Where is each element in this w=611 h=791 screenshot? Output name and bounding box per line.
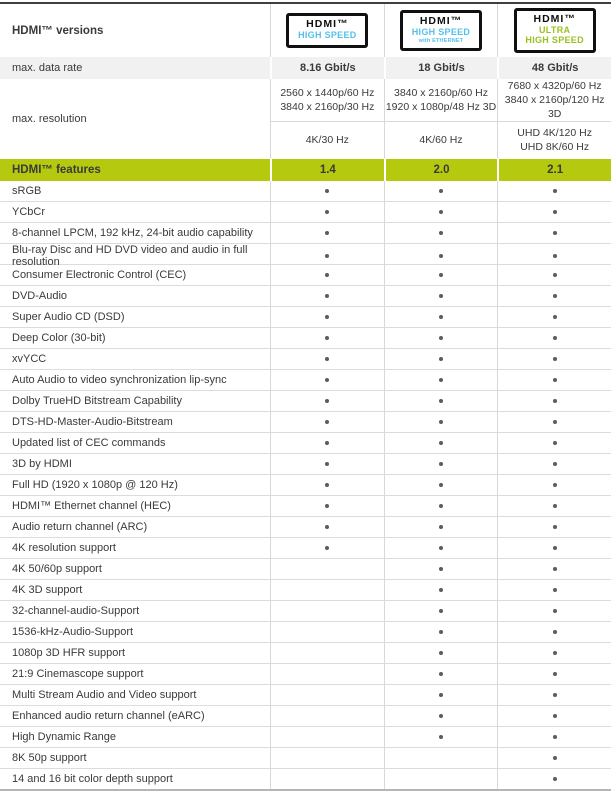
support-cell: [384, 454, 498, 474]
feature-row: [0, 517, 611, 538]
resolution-rows: [0, 79, 611, 158]
support-dot: [439, 588, 443, 592]
support-cell: [497, 748, 611, 768]
support-cell: [270, 706, 384, 726]
support-cell: [270, 328, 384, 348]
features-list: [0, 181, 611, 791]
badge-line-text: HIGH SPEED: [525, 34, 584, 45]
support-cell: [270, 769, 384, 789]
support-cell: [497, 286, 611, 306]
support-dot: [325, 189, 329, 193]
support-cell: [384, 370, 498, 390]
support-dot: [439, 483, 443, 487]
support-cell: [270, 748, 384, 768]
support-cell: [270, 622, 384, 642]
feature-label: DVD-Audio: [12, 290, 68, 302]
feature-row: [0, 601, 611, 622]
support-dot: [439, 609, 443, 613]
support-cell: [497, 727, 611, 747]
support-cell: [384, 748, 498, 768]
support-dot: [553, 651, 557, 655]
support-dot: [439, 254, 443, 258]
support-dot: [553, 693, 557, 697]
support-dot: [439, 567, 443, 571]
support-cell: [384, 286, 498, 306]
support-dot: [439, 336, 443, 340]
support-cell: [384, 517, 498, 537]
feature-row: [0, 328, 611, 349]
support-dot: [325, 254, 329, 258]
support-cell: [384, 622, 498, 642]
data-rate-row: [0, 57, 611, 79]
feature-label: DTS-HD-Master-Audio-Bitstream: [12, 416, 173, 428]
data-rate-value-2-0: 18 Gbit/s: [384, 57, 498, 79]
support-cell: [270, 202, 384, 222]
support-dot: [553, 273, 557, 277]
support-cell: [384, 580, 498, 600]
feature-label: Super Audio CD (DSD): [12, 311, 125, 323]
support-cell: [270, 307, 384, 327]
support-cell: [497, 391, 611, 411]
support-dot: [439, 231, 443, 235]
support-cell: [497, 580, 611, 600]
support-dot: [553, 714, 557, 718]
feature-label: HDMI™ Ethernet channel (HEC): [12, 500, 171, 512]
support-dot: [439, 525, 443, 529]
support-cell: [384, 433, 498, 453]
feature-row: [0, 433, 611, 454]
support-dot: [439, 189, 443, 193]
feature-label: Consumer Electronic Control (CEC): [12, 269, 187, 281]
feature-row: [0, 769, 611, 791]
support-cell: [497, 412, 611, 432]
feature-label: 14 and 16 bit color depth support: [12, 773, 173, 785]
support-dot: [553, 336, 557, 340]
support-cell: [270, 538, 384, 558]
support-dot: [553, 609, 557, 613]
feature-label: Blu-ray Disc and HD DVD video and audio in full resolution: [12, 244, 248, 268]
support-dot: [553, 189, 557, 193]
feature-row: [0, 370, 611, 391]
support-cell: [497, 769, 611, 789]
support-cell: [497, 538, 611, 558]
support-dot: [553, 483, 557, 487]
support-dot: [439, 441, 443, 445]
feature-label: 21:9 Cinemascope support: [12, 668, 144, 680]
feature-row: [0, 202, 611, 223]
resolution-primary-2-1: 7680 x 4320p/60 Hz 3840 x 2160p/120 Hz 3D: [497, 79, 611, 122]
support-cell: [384, 496, 498, 516]
support-cell: [497, 601, 611, 621]
support-cell: [384, 202, 498, 222]
support-dot: [325, 273, 329, 277]
support-cell: [384, 601, 498, 621]
support-dot: [553, 546, 557, 550]
hdmi-logo-text: HDMI™: [533, 13, 576, 26]
support-cell: [270, 391, 384, 411]
feature-row: [0, 475, 611, 496]
support-cell: [270, 181, 384, 201]
feature-label: YCbCr: [12, 206, 46, 218]
feature-label: 8-channel LPCM, 192 kHz, 24-bit audio capability: [12, 227, 253, 239]
support-dot: [325, 210, 329, 214]
support-cell: [270, 559, 384, 579]
support-cell: [270, 286, 384, 306]
hdmi-badge-2: [514, 8, 596, 52]
feature-row: [0, 286, 611, 307]
support-dot: [553, 567, 557, 571]
support-cell: [497, 349, 611, 369]
feature-label: Deep Color (30-bit): [12, 332, 106, 344]
support-cell: [384, 307, 498, 327]
support-dot: [553, 294, 557, 298]
feature-row: [0, 412, 611, 433]
support-dot: [325, 336, 329, 340]
feature-label: 4K 3D support: [12, 584, 83, 596]
feature-row: [0, 454, 611, 475]
support-dot: [553, 378, 557, 382]
support-dot: [439, 462, 443, 466]
support-dot: [439, 651, 443, 655]
support-dot: [325, 231, 329, 235]
support-dot: [553, 210, 557, 214]
support-cell: [497, 685, 611, 705]
support-cell: [384, 538, 498, 558]
support-dot: [439, 210, 443, 214]
versions-row: [0, 4, 611, 57]
support-cell: [384, 412, 498, 432]
feature-row: [0, 307, 611, 328]
support-dot: [439, 399, 443, 403]
feature-row: [0, 748, 611, 769]
support-dot: [439, 672, 443, 676]
support-dot: [439, 504, 443, 508]
resolution-primary-2-0: 3840 x 2160p/60 Hz 1920 x 1080p/48 Hz 3D: [384, 79, 498, 122]
badge-cell: [497, 4, 611, 57]
support-dot: [553, 756, 557, 760]
version-number-1-4: 1.4: [270, 159, 384, 181]
resolution-secondary-2-0: 4K/60 Hz: [384, 122, 498, 158]
support-cell: [497, 265, 611, 285]
feature-label: 4K 50/60p support: [12, 563, 102, 575]
feature-label: 1080p 3D HFR support: [12, 647, 126, 659]
hdmi-comparison-table: [0, 2, 611, 785]
support-dot: [325, 315, 329, 319]
feature-label: Updated list of CEC commands: [12, 437, 166, 449]
support-cell: [497, 181, 611, 201]
support-cell: [270, 370, 384, 390]
feature-row: [0, 622, 611, 643]
support-cell: [497, 475, 611, 495]
support-dot: [553, 254, 557, 258]
support-dot: [325, 399, 329, 403]
feature-row: [0, 643, 611, 664]
support-dot: [325, 483, 329, 487]
support-dot: [553, 231, 557, 235]
feature-label: 1536-kHz-Audio-Support: [12, 626, 134, 638]
support-dot: [439, 378, 443, 382]
feature-label: High Dynamic Range: [12, 731, 116, 743]
support-cell: [384, 643, 498, 663]
support-cell: [270, 475, 384, 495]
feature-row: [0, 664, 611, 685]
feature-row: [0, 706, 611, 727]
feature-row: [0, 685, 611, 706]
support-cell: [384, 685, 498, 705]
support-dot: [439, 630, 443, 634]
hdmi-badge-1: [400, 10, 482, 50]
support-cell: [384, 328, 498, 348]
resolution-primary-1-4: 2560 x 1440p/60 Hz 3840 x 2160p/30 Hz: [270, 79, 384, 122]
hdmi-logo-text: HDMI™: [306, 18, 349, 31]
support-cell: [497, 559, 611, 579]
feature-label: 4K resolution support: [12, 542, 116, 554]
support-dot: [553, 588, 557, 592]
support-cell: [384, 559, 498, 579]
support-dot: [553, 399, 557, 403]
support-cell: [497, 517, 611, 537]
support-cell: [497, 622, 611, 642]
feature-label: Dolby TrueHD Bitstream Capability: [12, 395, 182, 407]
support-cell: [384, 391, 498, 411]
support-cell: [384, 223, 498, 243]
feature-label: 8K 50p support: [12, 752, 87, 764]
version-number-2-0: 2.0: [384, 159, 498, 181]
support-dot: [325, 378, 329, 382]
support-cell: [384, 265, 498, 285]
support-cell: [497, 643, 611, 663]
support-dot: [553, 630, 557, 634]
support-dot: [325, 546, 329, 550]
badge-line-text: HIGH SPEED: [298, 29, 357, 40]
support-cell: [384, 349, 498, 369]
support-dot: [325, 441, 329, 445]
support-cell: [270, 601, 384, 621]
feature-row: [0, 538, 611, 559]
feature-label: Auto Audio to video synchronization lip-sync: [12, 374, 227, 386]
resolution-secondary-1-4: 4K/30 Hz: [270, 122, 384, 158]
support-dot: [553, 672, 557, 676]
badge-line-text: with ETHERNET: [418, 37, 464, 44]
versions-row-label: HDMI™ versions: [12, 24, 104, 37]
support-dot: [325, 504, 329, 508]
support-cell: [270, 664, 384, 684]
features-header-row: [0, 159, 611, 181]
support-dot: [553, 735, 557, 739]
support-dot: [439, 273, 443, 277]
support-dot: [325, 357, 329, 361]
support-cell: [497, 433, 611, 453]
support-cell: [384, 727, 498, 747]
support-dot: [553, 441, 557, 445]
support-cell: [270, 454, 384, 474]
support-dot: [553, 462, 557, 466]
support-dot: [325, 420, 329, 424]
support-cell: [384, 706, 498, 726]
support-cell: [497, 202, 611, 222]
support-dot: [325, 294, 329, 298]
support-cell: [497, 307, 611, 327]
feature-row: [0, 580, 611, 601]
support-cell: [497, 664, 611, 684]
hdmi-logo-text: HDMI™: [419, 15, 463, 28]
support-dot: [325, 525, 329, 529]
feature-label: 32-channel-audio-Support: [12, 605, 140, 617]
feature-row: [0, 559, 611, 580]
badge-cell: [384, 4, 498, 57]
feature-row: [0, 223, 611, 244]
support-dot: [553, 525, 557, 529]
feature-label: 3D by HDMI: [12, 458, 72, 470]
feature-label: Full HD (1920 x 1080p @ 120 Hz): [12, 479, 178, 491]
support-cell: [270, 496, 384, 516]
support-cell: [270, 727, 384, 747]
support-cell: [497, 223, 611, 243]
support-dot: [439, 714, 443, 718]
support-cell: [270, 643, 384, 663]
support-dot: [553, 777, 557, 781]
support-cell: [497, 496, 611, 516]
feature-row: [0, 244, 611, 268]
support-cell: [270, 265, 384, 285]
support-dot: [439, 294, 443, 298]
support-cell: [270, 433, 384, 453]
data-rate-label: max. data rate: [12, 62, 83, 74]
feature-row: [0, 349, 611, 370]
support-dot: [325, 462, 329, 466]
feature-label: sRGB: [12, 185, 42, 197]
support-dot: [439, 693, 443, 697]
feature-row: [0, 265, 611, 286]
support-cell: [270, 412, 384, 432]
hdmi-badge-0: [286, 13, 368, 47]
feature-row: [0, 181, 611, 202]
feature-label: Enhanced audio return channel (eARC): [12, 710, 205, 722]
version-number-2-1: 2.1: [497, 159, 611, 181]
support-dot: [439, 357, 443, 361]
support-dot: [553, 357, 557, 361]
badge-line-text: ULTRA: [538, 24, 571, 35]
support-cell: [270, 580, 384, 600]
support-dot: [439, 315, 443, 319]
resolution-label: max. resolution: [12, 112, 87, 125]
feature-row: [0, 391, 611, 412]
support-cell: [384, 475, 498, 495]
badge-cell: [270, 4, 384, 57]
feature-label: Audio return channel (ARC): [12, 521, 148, 533]
badge-line-text: HIGH SPEED: [411, 26, 471, 37]
data-rate-value-2-1: 48 Gbit/s: [497, 57, 611, 79]
support-cell: [384, 664, 498, 684]
support-dot: [439, 420, 443, 424]
support-dot: [439, 546, 443, 550]
support-dot: [553, 504, 557, 508]
feature-label: Multi Stream Audio and Video support: [12, 689, 197, 701]
support-dot: [553, 315, 557, 319]
support-dot: [439, 735, 443, 739]
support-cell: [270, 223, 384, 243]
support-cell: [270, 685, 384, 705]
support-cell: [384, 181, 498, 201]
support-cell: [497, 328, 611, 348]
feature-label: xvYCC: [12, 353, 47, 365]
resolution-secondary-2-1: UHD 4K/120 Hz UHD 8K/60 Hz: [497, 122, 611, 158]
support-cell: [270, 349, 384, 369]
data-rate-value-1-4: 8.16 Gbit/s: [270, 57, 384, 79]
support-cell: [384, 769, 498, 789]
feature-row: [0, 496, 611, 517]
features-header-label: HDMI™ features: [12, 164, 101, 176]
support-cell: [497, 370, 611, 390]
support-cell: [497, 454, 611, 474]
feature-row: [0, 727, 611, 748]
support-dot: [553, 420, 557, 424]
support-cell: [270, 517, 384, 537]
support-cell: [497, 706, 611, 726]
